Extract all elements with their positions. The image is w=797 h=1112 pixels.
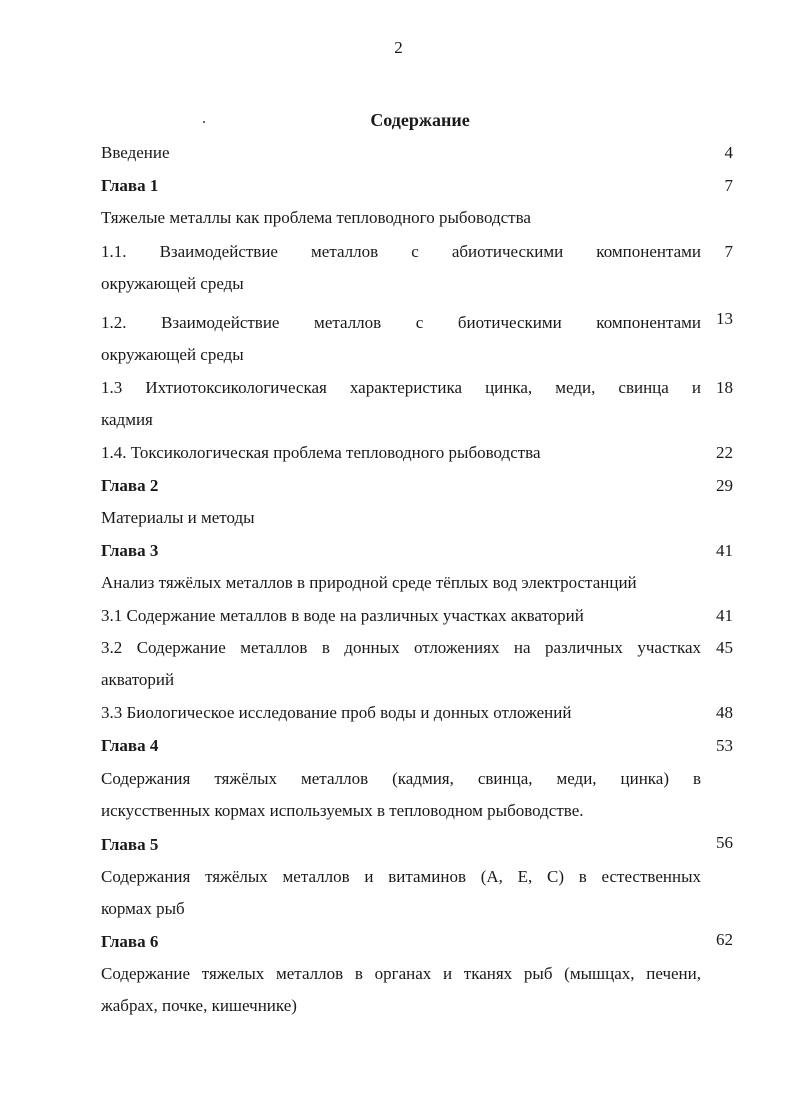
toc-entry-text: Анализ тяжёлых металлов в природной среде тёплых вод электростанций [101,573,637,592]
toc-page: 41 [716,606,733,625]
toc-page: 45 [716,638,733,657]
toc-entry-text-line2: окружающей среды [101,274,244,293]
toc-entry-text-line2: кадмия [101,410,153,429]
toc-page: 41 [716,541,733,560]
toc-page: 13 [716,309,733,328]
toc-page: 62 [716,930,733,949]
toc-entry-text: Глава 2 [101,476,159,495]
toc-page: 48 [716,703,733,722]
toc-page: 29 [716,476,733,495]
toc-entry-text: Введение [101,143,170,162]
toc-page: 53 [716,736,733,755]
toc-entry-text: Содержание тяжелых металлов в органах и тканях рыб (мышцах, печени, [101,964,701,983]
page-number: 2 [394,38,403,57]
toc-page: 7 [724,242,733,261]
toc-page: 22 [716,443,733,462]
toc-entry-text: 1.1. Взаимодействие металлов с абиотическими компонентами [101,242,701,261]
toc-entry-text: Глава 5 [101,835,159,854]
toc-entry-text-line2: акваторий [101,670,175,689]
toc-title: Содержание [370,110,470,130]
toc-page: 7 [724,176,733,195]
toc-page: 18 [716,378,733,397]
toc-page: 56 [716,833,733,852]
scan-speck [203,121,205,123]
toc-entry-text: Глава 1 [101,176,159,195]
toc-entry-text: 3.2 Содержание металлов в донных отложениях на различных участках [101,638,701,657]
toc-entry-text: Глава 4 [101,736,159,755]
toc-entry-text-line2: искусственных кормах используемых в тепловодном рыбоводстве. [101,801,584,820]
toc-entry-text: 3.1 Содержание металлов в воде на различных участках акваторий [101,606,584,625]
toc-entry-text: 1.4. Токсикологическая проблема тепловодного рыбоводства [101,443,541,462]
toc-entry-text-line2: окружающей среды [101,345,244,364]
toc-entry-text: Содержания тяжёлых металлов и витаминов (А, Е, С) в естественных [101,867,701,886]
toc-entry-text: Глава 3 [101,541,159,560]
toc-entry-text: Глава 6 [101,932,159,951]
toc-entry-text: 1.2. Взаимодействие металлов с биотическими компонентами [101,313,701,332]
toc-entry-text: Содержания тяжёлых металлов (кадмия, свинца, меди, цинка) в [101,769,701,788]
toc-page: 4 [724,143,733,162]
toc-entry-text: Тяжелые металлы как проблема тепловодного рыбоводства [101,208,531,227]
toc-entry-text-line2: жабрах, почке, кишечнике) [101,996,297,1015]
toc-entry-text: 1.3 Ихтиотоксикологическая характеристика цинка, меди, свинца и [101,378,701,397]
toc-entry-text: Материалы и методы [101,508,255,527]
toc-entry-text: 3.3 Биологическое исследование проб воды и донных отложений [101,703,572,722]
toc-entry-text-line2: кормах рыб [101,899,185,918]
